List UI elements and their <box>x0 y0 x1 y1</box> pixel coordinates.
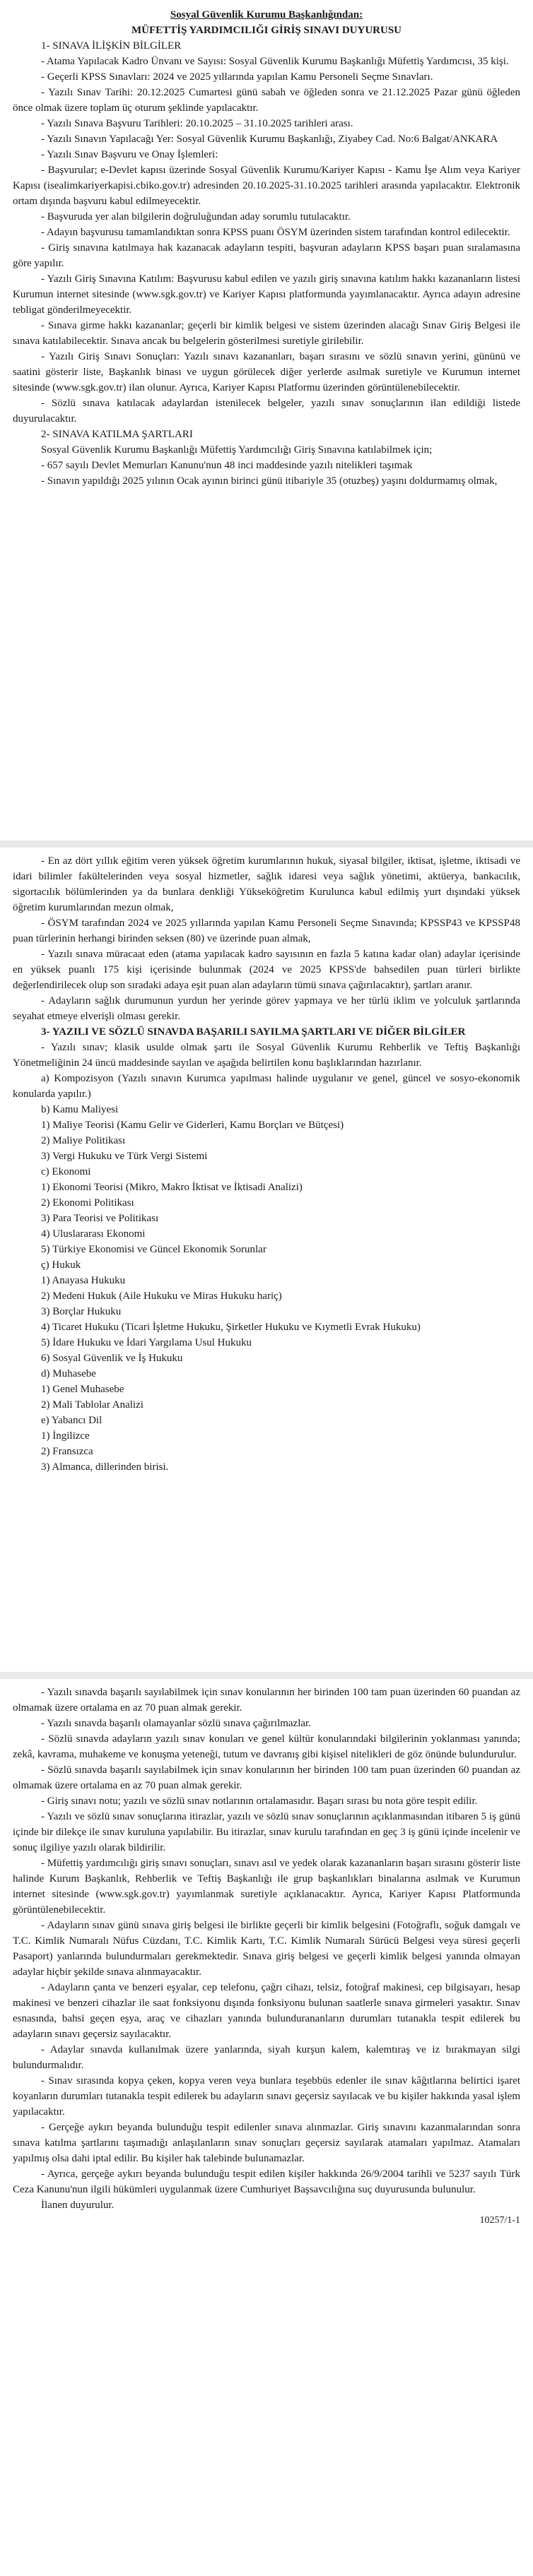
paragraph: - Adayların çanta ve benzeri eşyalar, cep telefonu, çağrı cihazı, telsiz, fotoğraf makinesi, cep bilgisayarı, hesap makinesi ve benzeri cihazlar ile saat fonksiyonu dışında fonksiyonu bulunan saatlerle sınava girmeleri yasaktır. Sınav esnasında, bahsi geçen eşya, araç ve cihazları yanında bulundurananların durumları tutanakla tespit edilerek bu adayların sınavı geçersiz sayılacaktır. <box>13 1982 520 2040</box>
paragraph: - Yazılı Sınav Başvuru ve Onay İşlemleri: <box>41 149 218 160</box>
list-item: b) Kamu Maliyesi <box>41 1104 119 1115</box>
paragraph: - Yazılı sınavda başarılı sayılabilmek için sınav konularının her birinden 100 tam puan üzerinden 60 puandan az olmamak üzere ortalama en az 70 puan almak gerekir. <box>13 1687 520 1714</box>
list-item: 2) Maliye Politikası <box>41 1135 126 1146</box>
list-item: d) Muhasebe <box>41 1368 96 1379</box>
list-item: 4) Ticaret Hukuku (Ticari İşletme Hukuku, Şirketler Hukuku ve Kıymetli Evrak Hukuku) <box>41 1322 421 1333</box>
list-item: 1) Ekonomi Teorisi (Mikro, Makro İktisat ve İktisadi Analizi) <box>41 1182 303 1193</box>
paragraph: - Sözlü sınava katılacak adaylardan istenilecek belgeler, yazılı sınav sonuçlarının ilan edildiği listede duyurulacaktır. <box>13 398 520 425</box>
list-item: 1) İngilizce <box>41 1430 90 1442</box>
paragraph: - Yazılı Sınav Tarihi: 20.12.2025 Cumartesi günü sabah ve öğleden sonra ve 21.12.2025 Pazar günü öğleden önce olmak üzere toplam üç oturum şeklinde yapılacaktır. <box>13 87 520 114</box>
header-institution: Sosyal Güvenlik Kurumu Başkanlığından: <box>170 9 363 20</box>
list-item: ç) Hukuk <box>41 1259 81 1271</box>
paragraph: - Sınav sırasında kopya çeken, kopya veren veya bunlara teşebbüs edenler ile sınav kâğıtlarına belirtici işaret koyanların durumları tutanakla tespit edilerek bu adayların sınavı geçersiz sayılacak ve bu kişiler hakkında yasal işlem yapılacaktır. <box>13 2075 520 2118</box>
section-1-heading: 1- SINAVA İLİŞKİN BİLGİLER <box>41 40 182 52</box>
paragraph: - Müfettiş yardımcılığı giriş sınavı sonuçları, sınavı asıl ve yedek olarak kazananların başarı sırasını gösterir liste halinde Kurum Başkanlık, Rehberlik ve Teftiş Başkanlığı ile grup başkanlıkları binalarına asılmak ve Kurumun internet sitesinde (www.sgk.gov.tr) yayımlanmak suretiyle açıklanacaktır. Ayrıca, Kariyer Kapısı Platformunda görüntülenebilecektir. <box>13 1858 520 1916</box>
page-2 <box>0 848 533 1672</box>
paragraph: - 657 sayılı Devlet Memurları Kanunu'nun 48 inci maddesinde yazılı nitelikleri taşımak <box>41 460 413 471</box>
list-item: 1) Anayasa Hukuku <box>41 1275 126 1286</box>
paragraph: - Ayrıca, gerçeğe aykırı beyanda bulunduğu tespit edilen kişiler hakkında 26/9/2004 tarihli ve 5237 sayılı Türk Ceza Kanunu'nun ilgili hükümleri uygulanmak üzere Cumhuriyet Başsavcılığına suç duyurusunda bulunulur. <box>13 2168 520 2195</box>
list-item: 2) Medeni Hukuk (Aile Hukuku ve Miras Hukuku hariç) <box>41 1290 282 1302</box>
paragraph: - Giriş sınavı notu; yazılı ve sözlü sınav notlarının ortalamasıdır. Başarı sırası bu nota göre tespit edilir. <box>41 1796 478 1807</box>
paragraph: - Sınava girme hakkı kazananlar; geçerli bir kimlik belgesi ve sistem üzerinden alacağı Sınav Giriş Belgesi ile sınava katılabilecektir. Sınava ancak bu belgelerin gösterilmesi suretiyle girilebilir. <box>13 320 520 347</box>
paragraph: - Giriş sınavına katılmaya hak kazanacak adayların tespiti, başvuran adayların KPSS başarı puan sıralamasına göre yapılır. <box>13 242 520 269</box>
paragraph: - ÖSYM tarafından 2024 ve 2025 yıllarında yapılan Kamu Personeli Seçme Sınavında; KPSSP43 ve KPSSP48 puan türlerinin herhangi birinden seksen (80) ve üzerinde puan almak, <box>13 918 520 944</box>
paragraph: Sosyal Güvenlik Kurumu Başkanlığı Müfettiş Yardımcılığı Giriş Sınavına katılabilmek için; <box>41 444 433 456</box>
paragraph: - Yazılı Giriş Sınavına Katılım: Başvurusu kabul edilen ve yazılı giriş sınavına katılım hakkı kazananların listesi Kurumun internet sitesinde (www.sgk.gov.tr) ve Kariyer Kapısı platformunda yayımlanacaktır. Ayrıca adayın adresine tebligat gönderilmeyecektir. <box>13 273 520 316</box>
list-item: c) Ekonomi <box>41 1166 91 1177</box>
paragraph: - Sözlü sınavda adayların yazılı sınav konuları ve genel kültür konularındaki bilgilerinin yoklanması yanında; zekâ, kavrama, muhakeme ve konuşma yeteneği, tutum ve davranış gibi kişisel nitelikleri de göz önünde bulundurulur. <box>13 1733 520 1760</box>
section-3-heading: 3- YAZILI VE SÖZLÜ SINAVDA BAŞARILI SAYILMA ŞARTLARI VE DİĞER BİLGİLER <box>41 1026 466 1038</box>
paragraph: - Geçerli KPSS Sınavları: 2024 ve 2025 yıllarında yapılan Kamu Personeli Seçme Sınavları. <box>41 71 433 83</box>
paragraph: - Adayın başvurusu tamamlandıktan sonra KPSS puanı ÖSYM üzerinden sistem tarafından kontrol edilecektir. <box>41 227 510 238</box>
paragraph: - Yazılı sınav; klasik usulde olmak şartı ile Sosyal Güvenlik Kurumu Rehberlik ve Teftiş Başkanlığı Yönetmeliğinin 24 üncü maddesinde sayılan ve aşağıda belirtilen konu başlıklarından hazırlanır. <box>13 1042 520 1069</box>
paragraph: - Adaylar sınavda kullanılmak üzere yanlarında, siyah kurşun kalem, kalemtıraş ve iz bırakmayan silgi bulundurmalıdır. <box>13 2044 520 2071</box>
exam-topics-list <box>13 1102 520 1475</box>
page-3 <box>0 1679 533 2576</box>
paragraph: - Yazılı Giriş Sınavı Sonuçları: Yazılı sınavı kazananları, başarı sırasını ve sözlü sınavın yerini, gününü ve saatini gösterir liste, Başkanlık binası ve uygun görülecek diğer yerlerde asılmak suretiyle ve Kurumun internet sitesinde (www.sgk.gov.tr) ilan olunur. Ayrıca, Kariyer Kapısı Platformu üzerinden görüntülenebilecektir. <box>13 351 520 393</box>
list-item: 6) Sosyal Güvenlik ve İş Hukuku <box>41 1353 183 1364</box>
paragraph: - Başvurular; e-Devlet kapısı üzerinde Sosyal Güvenlik Kurumu/Kariyer Kapısı - Kamu İşe Alım veya Kariyer Kapısı (isealimkariyerkapisi.cbiko.gov.tr) adresinden 20.10.2025-31.10.2025 tarihleri arasında yapılacaktır. Elektronik ortam dışında başvuru kabul edilmeyecektir. <box>13 165 520 207</box>
section-1-body <box>13 54 520 427</box>
list-item: 2) Ekonomi Politikası <box>41 1197 134 1209</box>
paragraph: - Yazılı ve sözlü sınav sonuçlarına itirazlar, yazılı ve sözlü sınav sonuçlarının açıklanmasından itibaren 5 iş günü içinde bir dilekçe ile sınav kuruluna yapılabilir. Bu itirazlar, sınav kurulu tarafından en geç 3 iş günü içinde incelenir ve sonuç ilgiliye yazılı olarak bildirilir. <box>13 1811 520 1853</box>
paragraph: - Yazılı sınava müracaat eden (atama yapılacak kadro sayısının en fazla 5 katına kadar olan) adaylar içerisinde en yüksek puanlı 175 kişi içerisinde bulunmak (2024 ve 2025 KPSS'de bahsedilen puan türleri birlikte değerlendirilecek olup son sıradaki adaya eşit puan alan adayların tümü sınava çağırılacaktır), şartları aranır. <box>13 949 520 991</box>
list-item: 4) Uluslararası Ekonomi <box>41 1228 146 1240</box>
paragraph: - Sınavın yapıldığı 2025 yılının Ocak ayının birinci günü itibariyle 35 (otuzbeş) yaşını doldurmamış olmak, <box>41 475 498 487</box>
paragraph: - Sözlü sınavda başarılı sayılabilmek için sınav konularının her birinden 100 tam puan üzerinden 60 puandan az olmamak üzere ortalama en az 70 puan almak gerekir. <box>13 1764 520 1791</box>
list-item: 3) Borçlar Hukuku <box>41 1306 122 1317</box>
paragraph: - Atama Yapılacak Kadro Ünvanı ve Sayısı: Sosyal Güvenlik Kurumu Başkanlığı Müfettiş Yardımcısı, 35 kişi. <box>41 56 509 67</box>
paragraph: - Adayların sağlık durumunun yurdun her yerinde görev yapmaya ve her türlü iklim ve yolculuk şartlarında seyahat etmeye elverişli olması gerekir. <box>13 995 520 1022</box>
paragraph: - Gerçeğe aykırı beyanda bulunduğu tespit edilenler sınava alınmazlar. Giriş sınavını kazanmalarından sonra sınava katılma şartlarını taşımadığı anlaşılanların sınav sonuçları geçersiz sayılarak atamaları yapılmaz. Atamaları yapılmış olsa dahi iptal edilir. Bu kişiler hak talebinde bulunamazlar. <box>13 2122 520 2164</box>
paragraph: - En az dört yıllık eğitim veren yüksek öğretim kurumlarının hukuk, siyasal bilgiler, iktisat, işletme, iktisadi ve idari bilimler fakültelerinden veya sosyal hizmetler, sağlık idaresi veya sağlık yönetimi, aktüerya, bankacılık, sigortacılık bölümlerinden ya da bunlara denkliği Yükseköğretim Kurulunca kabul edilmiş yurt dışındaki yüksek öğretim kurumlarından mezun olmak, <box>13 855 520 913</box>
closing-line: İlanen duyurulur. <box>41 2200 115 2211</box>
list-item: 5) Türkiye Ekonomisi ve Güncel Ekonomik Sorunlar <box>41 1244 266 1255</box>
paragraph: - Yazılı Sınavın Yapılacağı Yer: Sosyal Güvenlik Kurumu Başkanlığı, Ziyabey Cad. No:6 Balgat/ANKARA <box>41 133 498 145</box>
list-item: 5) İdare Hukuku ve İdari Yargılama Usul Hukuku <box>41 1337 252 1348</box>
paragraph: - Yazılı Sınava Başvuru Tarihleri: 20.10.2025 – 31.10.2025 tarihleri arası. <box>41 118 353 129</box>
reference-number: 10257/1-1 <box>479 2215 520 2226</box>
paragraph: - Yazılı sınavda başarılı olamayanlar sözlü sınava çağırılmazlar. <box>41 1718 311 1729</box>
section-2-heading: 2- SINAVA KATILMA ŞARTLARI <box>41 429 193 440</box>
list-item: 1) Maliye Teorisi (Kamu Gelir ve Giderleri, Kamu Borçları ve Bütçesi) <box>41 1120 344 1131</box>
paragraph: - Adayların sınav günü sınava giriş belgesi ile birlikte geçerli bir kimlik belgesini (Fotoğraflı, soğuk damgalı ve T.C. Kimlik Numaralı Nüfus Cüzdanı, T.C. Kimlik Kartı, T.C. Kimlik Numaralı Sürücü Belgesi veya süresi geçerli Pasaport) yanlarında bulundurmaları gerekmektedir. Sınava giriş belgesi ve geçerli kimlik belgesi yanında olmayan adaylar hiçbir şekilde sınava alınmayacaktır. <box>13 1920 520 1978</box>
list-item: e) Yabancı Dil <box>41 1415 102 1426</box>
page-1 <box>0 0 533 841</box>
list-item: 2) Mali Tablolar Analizi <box>41 1399 144 1411</box>
list-item: 3) Para Teorisi ve Politikası <box>41 1213 159 1224</box>
list-item: 1) Genel Muhasebe <box>41 1384 124 1395</box>
paragraph: - Başvuruda yer alan bilgilerin doğruluğundan aday sorumlu tutulacaktır. <box>41 211 351 222</box>
list-item: 3) Almanca, dillerinden birisi. <box>41 1461 169 1473</box>
topic-composition: a) Kompozisyon (Yazılı sınavın Kurumca yapılması halinde uygulanır ve genel, güncel ve sosyo-ekonomik konularda yapılır.) <box>13 1073 520 1100</box>
list-item: 2) Fransızca <box>41 1446 93 1457</box>
header-title: MÜFETTİŞ YARDIMCILIĞI GİRİŞ SINAVI DUYURUSU <box>131 25 402 36</box>
list-item: 3) Vergi Hukuku ve Türk Vergi Sistemi <box>41 1151 208 1162</box>
